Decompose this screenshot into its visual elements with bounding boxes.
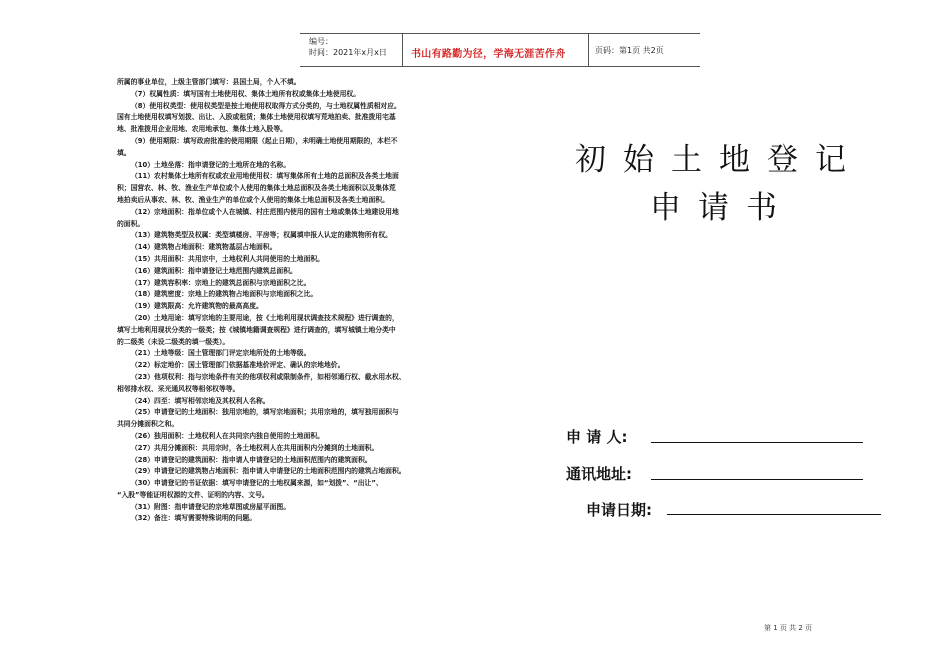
text-line: 共同分摊面积之和。 [117, 420, 179, 429]
text-line: （15）共用面积：共用宗中，土地权利人共同使用的土地面积。 [131, 254, 324, 263]
text-line: 地、批准拨用企业用地、农用地承包、集体土地入股等。 [117, 125, 287, 134]
text-line: 地拍卖后从事农、林、牧、渔业生产的单位或个人使用的集体土地总面积及各类土地面积。 [117, 195, 389, 204]
text-line: （20）土地用途：填写宗地的主要用途，按《土地利用现状调查技术规程》进行调查的， [131, 313, 399, 322]
text-line: 积；国营农、林、牧、渔业生产单位或个人使用的集体土地总面积及各类土地面积以及集体荒 [117, 184, 396, 193]
text-line: 相邻排水权、采光通风权等相邻权等等。 [117, 384, 240, 393]
text-line: （23）他项权利：指与宗地条件有关的他项权利或限制条件，如相邻通行权、截水用水权、 [131, 372, 406, 381]
address-label: 通讯地址: [566, 465, 632, 483]
text-line: 填写土地利用现状分类的一级类；按《城镇地籍调查规程》进行调查的，填写城镇土地分类中 [117, 325, 396, 334]
text-line: （30）申请登记的书证依据：填写申请登记的土地权属来源，如“划拨”、“出让”、 [131, 479, 383, 488]
text-line: （31）附图：指申请登记的宗地草图或房屋平面图。 [131, 502, 290, 511]
text-line: （7）权属性质：填写国有土地使用权、集体土地所有权或集体土地使用权。 [131, 89, 361, 98]
text-line: “入股”等能证明权源的文件、证明的内容、文号。 [117, 490, 269, 499]
text-line: （32）备注：填写需要特殊说明的问题。 [131, 514, 257, 523]
text-line: 的二级类（未设二级类的填一级类）。 [117, 337, 230, 346]
page-footer: 第 1 页 共 2 页 [764, 624, 813, 632]
text-line: （11）农村集体土地所有权或农业用地使用权：填写集体所有土地的总面积及各类土地面 [131, 172, 399, 181]
text-line: （17）建筑容积率：宗地上的建筑总面积与宗地面积之比。 [131, 278, 311, 287]
document-subtitle: 申请书 [650, 190, 794, 226]
time-label: 时间：2021年x月x日 [309, 48, 387, 57]
document-title: 初始土地登记 [575, 142, 863, 178]
text-line: （9）使用期限：填写政府批准的使用期限（起止日期），未明确土地使用期限的，本栏不 [131, 136, 398, 145]
text-line: （10）土地坐落：指申请登记的土地所在地的名称。 [131, 160, 290, 169]
address-line [651, 479, 863, 480]
text-line: （25）申请登记的土地面积：独用宗地的，填写宗地面积；共用宗地的，填写独用面积与 [131, 408, 399, 417]
text-line: 国有土地使用权填写划拨、出让、入股或租赁；集体土地使用权填写荒地拍卖、批准拨用宅基 [117, 113, 396, 122]
text-line: （21）土地等级：国土管理部门评定宗地所处的土地等级。 [131, 349, 311, 358]
date-line [667, 514, 881, 515]
text-line: （22）标定地价：国土管理部门依据基准地价评定、确认的宗地地价。 [131, 361, 345, 370]
code-label: 编号： [309, 37, 333, 46]
text-line: 填。 [117, 148, 131, 157]
text-line: （18）建筑密度：宗地上的建筑物占地面积与宗地面积之比。 [131, 290, 318, 299]
text-line: （26）独用面积：土地权利人在共同宗内独自使用的土地面积。 [131, 431, 324, 440]
applicant-line [651, 442, 863, 443]
text-line: （8）使用权类型：使用权类型是按土地使用权取得方式分类的，与土地权属性质相对应。 [131, 101, 401, 110]
page-header [300, 33, 700, 67]
text-line: （14）建筑物占地面积：建筑物基层占地面积。 [131, 243, 277, 252]
text-line: （28）申请登记的建筑面积：指申请人申请登记的土地面积范围内的建筑面积。 [131, 455, 372, 464]
text-line: （12）宗地面积：指单位或个人在城镇、村庄范围内使用的国有土地或集体土地建设用地 [131, 207, 399, 216]
text-line: （13）建筑物类型及权属：类型填楼房、平房等；权属填申报人认定的建筑物所有权。 [131, 231, 392, 240]
header-top-rule [300, 33, 700, 34]
text-line: 所属的事业单位，上级主管部门填写：县国土局，个人不填。 [117, 78, 301, 86]
text-line: （29）申请登记的建筑物占地面积：指申请人申请登记的土地面积范围内的建筑占地面积。 [131, 467, 406, 476]
text-line: （19）建筑限高：允许建筑物的最高高度。 [131, 302, 263, 311]
header-motto: 书山有路勤为径，学海无涯苦作舟 [411, 49, 566, 60]
date-label: 申请日期: [586, 501, 652, 519]
header-divider [402, 33, 403, 67]
text-line: （24）四至：填写相邻宗地及其权利人名称。 [131, 396, 270, 405]
applicant-label: 申 请 人: [566, 428, 628, 446]
header-page-info: 页码：第1页 共2页 [595, 46, 664, 55]
instructions-text [117, 77, 467, 525]
text-line: （27）共用分摊面积：共用宗时，各土地权利人在共用面积内分摊到的土地面积。 [131, 443, 379, 452]
header-meta [309, 36, 387, 58]
text-line: （16）建筑面积：指申请登记土地范围内建筑总面积。 [131, 266, 297, 275]
header-bottom-rule [300, 66, 700, 67]
header-divider [588, 33, 589, 67]
text-line: 的面积。 [117, 219, 145, 228]
